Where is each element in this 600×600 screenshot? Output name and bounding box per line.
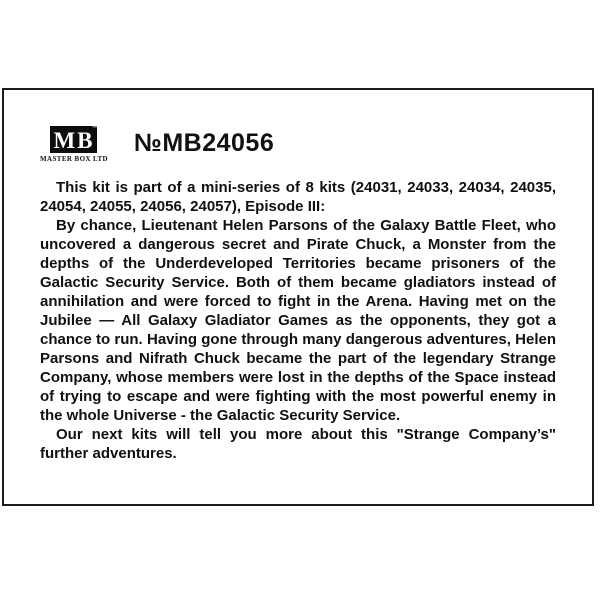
kit-description bbox=[40, 178, 556, 463]
paragraph-story: By chance, Lieutenant Helen Parsons of the Galaxy Battle Fleet, who uncovered a dangerous secret and Pirate Chuck, a Monster from the depths of the Underdeveloped Territories became prisoners of the Galactic Security Service. Both of them became gladiators instead of annihilation and were forced to fight in the Arena. Having met on the Jubilee — All Galaxy Gladiator Games as the opponents, they got a chance to run. Having gone through many dangerous adventures, Helen Parsons and Nifrath Chuck became the part of the legendary Strange Company, whose members were lost in the depths of the Space instead of trying to escape and were fighting with the most powerful enemy in the whole Universe - the Galactic Security Service. bbox=[40, 217, 556, 424]
paragraph-next-kits: Our next kits will tell you more about this "Strange Company’s" further adventures. bbox=[40, 426, 556, 462]
masterbox-company-name: MASTER BOX LTD bbox=[40, 155, 108, 163]
kit-number: №MB24056 bbox=[133, 129, 275, 157]
instruction-card bbox=[2, 88, 594, 506]
card-header bbox=[40, 126, 556, 163]
masterbox-logo-box bbox=[50, 126, 97, 153]
masterbox-logo bbox=[40, 126, 108, 163]
masterbox-logo-letters: MB bbox=[53, 127, 95, 153]
trademark-symbol: ™ bbox=[91, 125, 99, 132]
paragraph-series-info: This kit is part of a mini-series of 8 kits (24031, 24033, 24034, 24035, 24054, 24055, 24056, 24057), Episode III: bbox=[40, 179, 556, 215]
